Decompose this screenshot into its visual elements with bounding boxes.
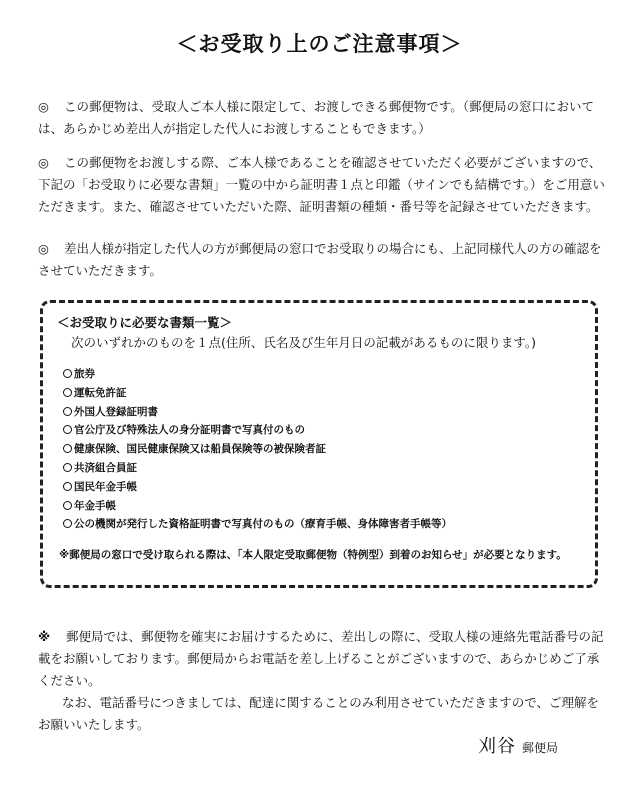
circle-bullet-icon — [63, 444, 72, 453]
circle-bullet-icon — [63, 482, 72, 491]
circle-bullet-icon — [63, 388, 72, 397]
circle-bullet-icon — [63, 519, 72, 528]
post-office-name: 刈谷 — [478, 736, 516, 757]
list-item: 運転免許証 — [63, 384, 452, 403]
notice-item-identity-check — [38, 152, 610, 218]
documents-list — [63, 365, 452, 534]
privacy-note: なお、電話番号につきましては、配達に関することのみ利用させていただきますので、ご理解をお願いいたします。 — [38, 695, 600, 732]
closing-notice — [38, 626, 610, 736]
list-item: 共済組合員証 — [63, 459, 452, 478]
list-item: 旅券 — [63, 365, 452, 384]
counter-pickup-note: ※郵便局の窓口で受け取られる際は、「本人限定受取郵便物（特例型）到着のお知らせ」が必要となります。 — [59, 549, 567, 561]
page-title: ＜お受取り上のご注意事項＞ — [176, 32, 463, 56]
notice-item-recipient-only — [38, 96, 610, 140]
notice-item-proxy — [38, 238, 610, 282]
documents-intro: 次のいずれかのものを１点(住所、氏名及び生年月日の記載があるものに限ります。) — [71, 335, 537, 350]
documents-heading: ＜お受取りに必要な書類一覧＞ — [57, 315, 233, 330]
list-item: 官公庁及び特殊法人の身分証明書で写真付のもの — [63, 421, 452, 440]
list-item: 公の機関が発行した資格証明書で写真付のもの（療育手帳、身体障害者手帳等） — [63, 515, 452, 534]
circle-bullet-icon — [63, 407, 72, 416]
notice-text: 差出人様が指定した代人の方が郵便局の窓口でお受取りの場合にも、上記同様代人の方の確認をさせていただきます。 — [38, 241, 602, 278]
double-circle-bullet-icon: ◎ — [38, 155, 49, 170]
double-circle-bullet-icon: ◎ — [38, 99, 49, 114]
phone-number-request: ※ 郵便局では、郵便物を確実にお届けするために、差出しの際に、受取人様の連絡先電話番号の記載をお願いしております。郵便局からお電話を差し上げることがございますので、あらかじめご了承ください。 — [38, 626, 610, 692]
post-office-signature — [478, 732, 558, 758]
circle-bullet-icon — [63, 463, 72, 472]
list-item: 国民年金手帳 — [63, 478, 452, 497]
reference-mark-icon: ※ — [38, 629, 51, 644]
list-item: 外国人登録証明書 — [63, 403, 452, 422]
circle-bullet-icon — [63, 501, 72, 510]
notice-text: この郵便物は、受取人ご本人様に限定して、お渡しできる郵便物です。（郵便局の窓口においては、あらかじめ差出人が指定した代人にお渡しすることもできます。） — [38, 99, 595, 136]
post-office-label: 郵便局 — [522, 741, 559, 755]
required-documents-box — [40, 300, 598, 588]
circle-bullet-icon — [63, 369, 72, 378]
list-item: 健康保険、国民健康保険又は船員保険等の被保険者証 — [63, 440, 452, 459]
double-circle-bullet-icon: ◎ — [38, 241, 49, 256]
notice-text: この郵便物をお渡しする際、ご本人様であることを確認させていただく必要がございますので、下記の「お受取りに必要な書類」一覧の中から証明書１点と印鑑（サインでも結構です。）をご用意いただきます。また、確認させていただいた際、証明書類の種類・番号等を記録させていただきます。 — [38, 155, 605, 214]
circle-bullet-icon — [63, 425, 72, 434]
list-item: 年金手帳 — [63, 497, 452, 516]
